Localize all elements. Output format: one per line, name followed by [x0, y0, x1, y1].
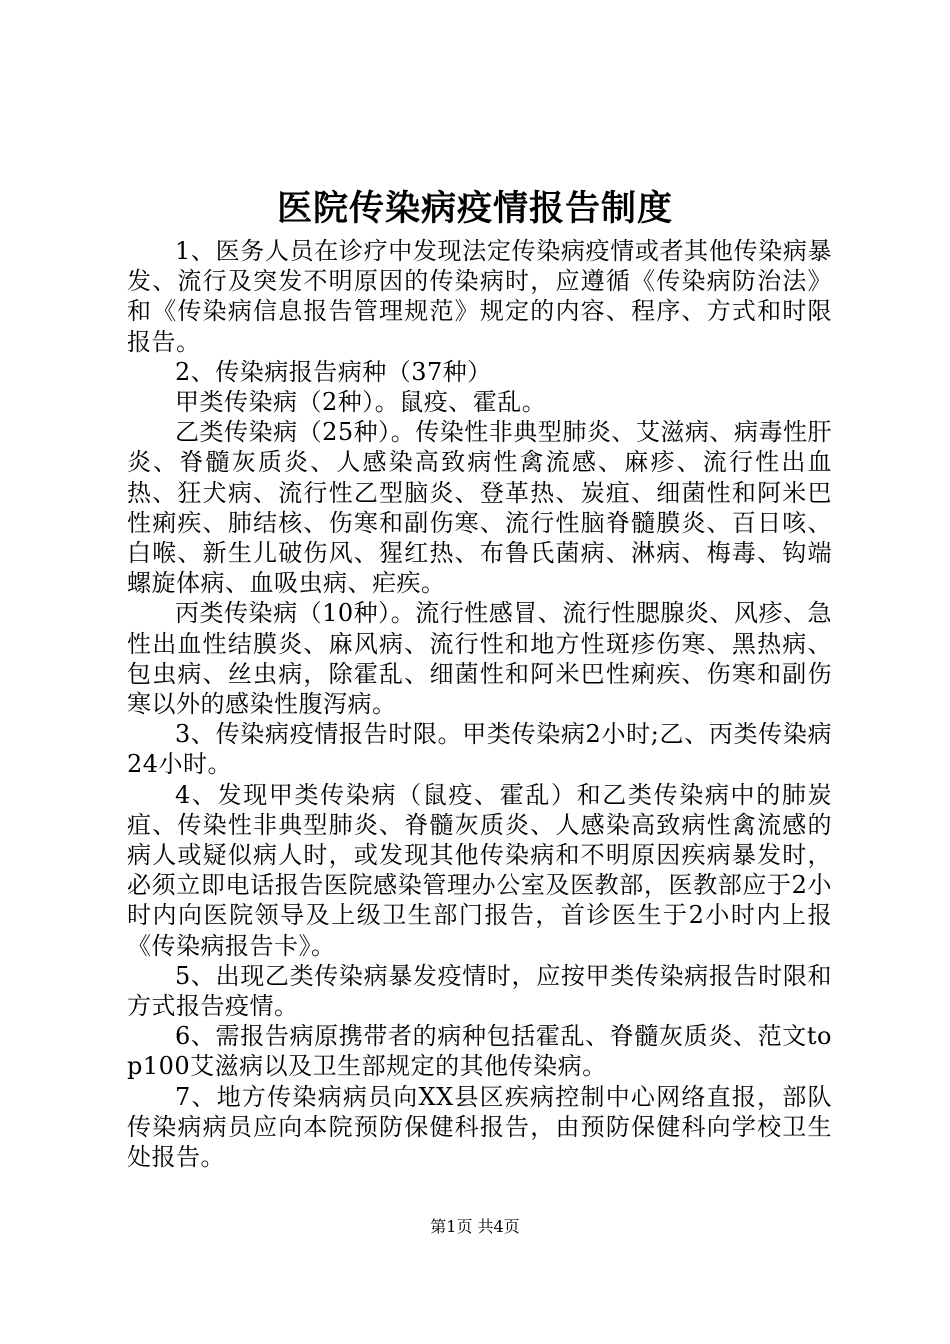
- paragraph-3: 甲类传染病（2种）。鼠疫、霍乱。: [175, 388, 547, 417]
- paragraph-8: 5、出现乙类传染病暴发疫情时，应按甲类传染病报告时限和方式报告疫情。: [127, 961, 832, 1021]
- paragraph-4: 乙类传染病（25种）。传染性非典型肺炎、艾滋病、病毒性肝炎、脊髓灰质炎、人感染高致病性禽流感、麻疹、流行性出血热、狂犬病、流行性乙型脑炎、登革热、炭疽、细菌性和阿米巴性痢疾、肺结核、伤寒和副伤寒、流行性脑脊髓膜炎、百日咳、白喉、新生儿破伤风、猩红热、布鲁氏菌病、淋病、梅毒、钩端螺旋体病、血吸虫病、疟疾。: [127, 418, 832, 598]
- page-number-footer: 第1页 共4页: [430, 1217, 520, 1236]
- paragraph-5: 丙类传染病（10种）。流行性感冒、流行性腮腺炎、风疹、急性出血性结膜炎、麻风病、流行性和地方性斑疹伤寒、黑热病、包虫病、丝虫病，除霍乱、细菌性和阿米巴性痢疾、伤寒和副伤寒以外的感染性腹泻病。: [127, 599, 832, 719]
- paragraph-1: 1、医务人员在诊疗中发现法定传染病疫情或者其他传染病暴发、流行及突发不明原因的传染病时，应遵循《传染病防治法》和《传染病信息报告管理规范》规定的内容、程序、方式和时限报告。: [127, 237, 832, 356]
- paragraph-10: 7、地方传染病病员向XX县区疾病控制中心网络直报，部队传染病病员应向本院预防保健科报告，由预防保健科向学校卫生处报告。: [127, 1082, 832, 1172]
- paragraph-6: 3、传染病疫情报告时限。甲类传染病2小时;乙、丙类传染病24小时。: [127, 720, 832, 779]
- document-title: 医院传染病疫情报告制度: [276, 188, 673, 229]
- paragraph-9: 6、需报告病原携带者的病种包括霍乱、脊髓灰质炎、范文top100艾滋病以及卫生部规定的其他传染病。: [127, 1022, 832, 1081]
- document-body: [127, 236, 832, 1172]
- paragraph-2: 2、传染病报告病种（37种）: [175, 357, 492, 386]
- paragraph-7: 4、发现甲类传染病（鼠疫、霍乱）和乙类传染病中的肺炭疽、传染性非典型肺炎、脊髓灰质炎、人感染高致病性禽流感的病人或疑似病人时，或发现其他传染病和不明原因疾病暴发时，必须立即电话报告医院感染管理办公室及医教部，医教部应于2小时内向医院领导及上级卫生部门报告，首诊医生于2小时内上报《传染病报告卡》。: [127, 780, 832, 960]
